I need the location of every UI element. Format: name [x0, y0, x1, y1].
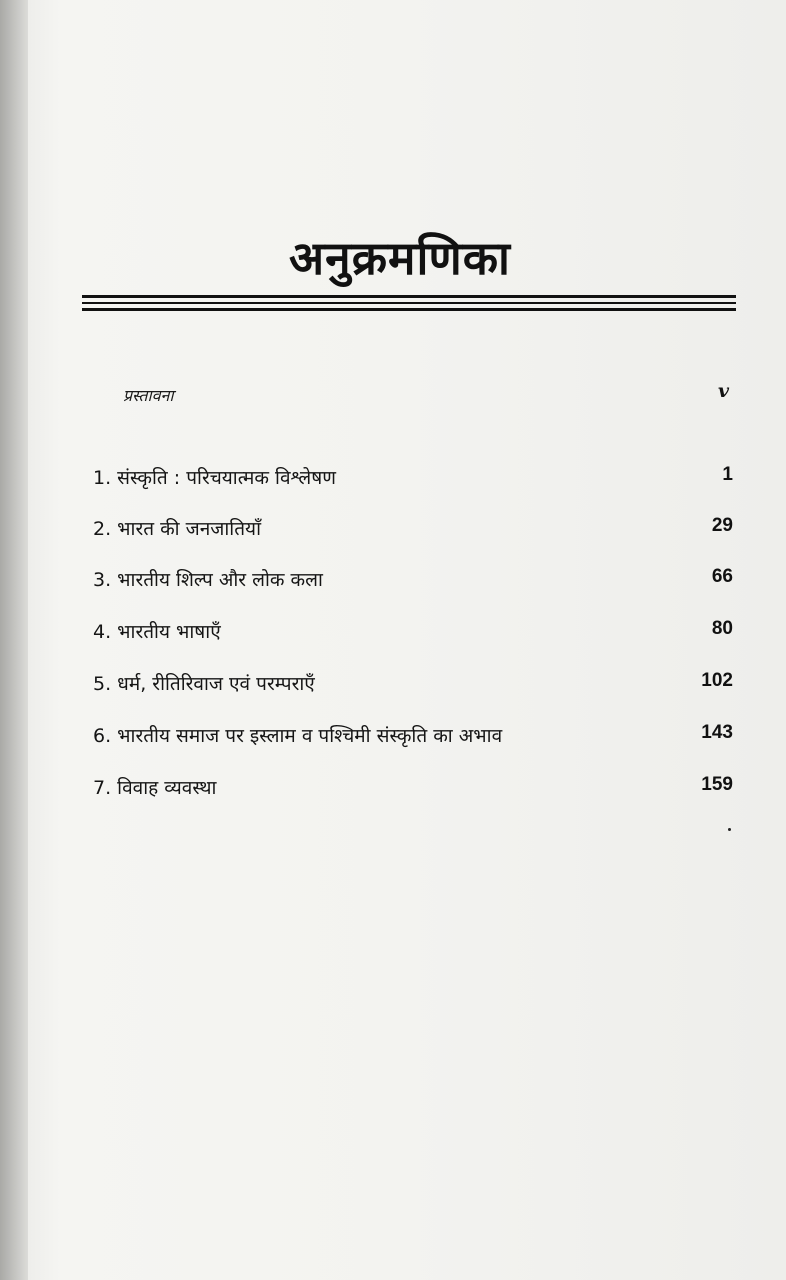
toc-entry-page: 159: [701, 774, 733, 795]
toc-entry-page: 1: [722, 464, 733, 485]
toc-entry-1: [93, 464, 733, 498]
toc-entry-label: 3. भारतीय शिल्प और लोक कला: [93, 569, 323, 591]
preface-page-number: v: [718, 380, 730, 402]
toc-entry-3: [93, 566, 733, 600]
title-rule-middle: [82, 302, 736, 304]
toc-entry-label: 2. भारत की जनजातियाँ: [93, 518, 261, 540]
print-speck: [728, 828, 731, 831]
toc-entry-label: 4. भारतीय भाषाएँ: [93, 621, 221, 643]
toc-entry-label: 6. भारतीय समाज पर इस्लाम व पश्चिमी संस्कृति का अभाव: [93, 725, 503, 747]
title-rule-top: [82, 295, 736, 298]
toc-entry-page: 66: [711, 566, 733, 587]
page-title: अनुक्रमणिका: [289, 231, 511, 285]
toc-entry-page: 143: [701, 722, 733, 743]
toc-entry-4: [93, 618, 733, 652]
toc-entry-5: [93, 670, 733, 704]
toc-entry-label: 7. विवाह व्यवस्था: [93, 777, 217, 799]
toc-entry-page: 29: [711, 515, 733, 536]
toc-entry-page: 102: [701, 670, 733, 691]
toc-entry-label: 1. संस्कृति : परिचयात्मक विश्लेषण: [93, 467, 336, 489]
toc-entry-2: [93, 515, 733, 549]
preface-label: प्रस्तावना: [123, 386, 174, 405]
toc-entry-label: 5. धर्म, रीतिरिवाज एवं परम्पराएँ: [93, 673, 315, 695]
toc-entry-page: 80: [711, 618, 733, 639]
toc-entry-6: [93, 722, 733, 756]
spine-shadow: [0, 0, 28, 1280]
title-rule-bottom: [82, 308, 736, 311]
toc-entry-7: [93, 774, 733, 808]
